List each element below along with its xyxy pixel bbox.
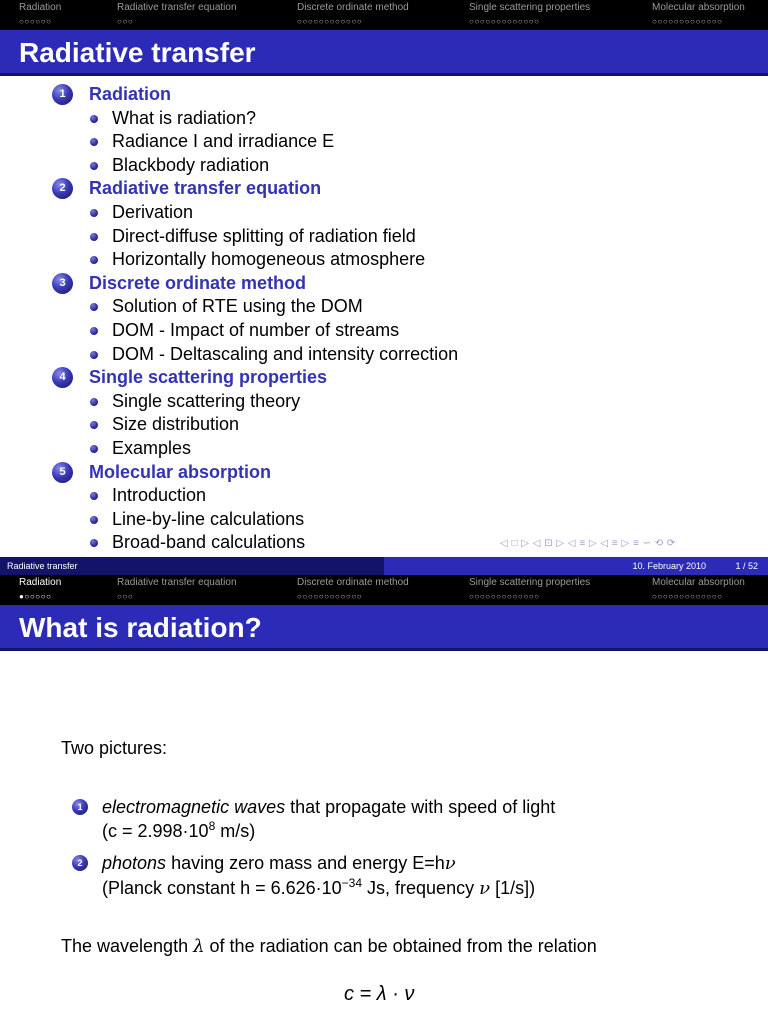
nav-section-dom[interactable] (297, 2, 409, 26)
nav-section-radiation[interactable] (19, 577, 61, 601)
nav-section-label[interactable]: Radiative transfer equation (117, 2, 237, 13)
frame-title: What is radiation? (19, 612, 262, 643)
toc-subsection-label[interactable]: Direct-diffuse splitting of radiation field (112, 225, 416, 246)
nav-frame-dots[interactable]: ●○○○○○ (19, 592, 52, 601)
section-nav-bar (0, 575, 768, 605)
toc-subsection-label[interactable]: Size distribution (112, 414, 240, 435)
item-text (102, 795, 555, 843)
bullet-icon (90, 115, 98, 123)
relation-text-part: The wavelength (61, 936, 189, 956)
toc-subsection-label[interactable]: What is radiation? (112, 107, 257, 128)
toc-subsection-label[interactable]: Solution of RTE using the DOM (112, 296, 363, 317)
nav-section-label[interactable]: Molecular absorption (652, 577, 745, 588)
toc-subsection-label[interactable]: Broad-band calculations (112, 532, 306, 553)
nav-frame-dots[interactable]: ○○○○○○○○○○○○ (297, 17, 363, 26)
bullet-icon (90, 303, 98, 311)
item-line: m/s) (220, 821, 256, 841)
exponent: −34 (341, 876, 363, 890)
toc-subsection-label[interactable]: Introduction (112, 485, 207, 506)
nav-section-label-current[interactable]: Radiation (19, 577, 62, 588)
nav-section-absorption[interactable] (652, 2, 745, 26)
frame-title: Radiative transfer (19, 37, 256, 68)
toc-subsection-label[interactable]: DOM - Deltascaling and intensity correction (112, 343, 459, 364)
nav-frame-dots[interactable]: ○○○ (117, 17, 134, 26)
nav-frame-dots[interactable]: ○○○○○○○○○○○○○ (469, 17, 540, 26)
footer-title: Radiative transfer (7, 561, 78, 571)
item-line: (c = 2.998·10 (102, 821, 209, 841)
nav-section-label[interactable]: Discrete ordinate method (297, 577, 409, 588)
bullet-icon (90, 256, 98, 264)
nav-section-radiation[interactable] (19, 2, 61, 26)
nav-section-rte[interactable] (117, 577, 237, 601)
nav-section-label[interactable]: Radiation (19, 2, 62, 13)
footer-title-box (0, 557, 384, 575)
item-number-badge: 1 (72, 799, 88, 815)
bullet-icon (90, 492, 98, 500)
math-symbol: ν (479, 878, 491, 899)
toc-section-title[interactable]: Radiative transfer equation (89, 178, 322, 199)
toc-subsection-label[interactable]: Derivation (112, 201, 194, 222)
formula: c = λ · ν (344, 983, 415, 1005)
relation-text (61, 935, 597, 958)
bullet-icon (90, 209, 98, 217)
item-number-badge: 2 (72, 855, 88, 871)
toc-subsection-label[interactable]: DOM - Impact of number of streams (112, 319, 400, 340)
bullet-icon (90, 233, 98, 241)
emphasis-term: photons (102, 853, 167, 873)
toc-section-title[interactable]: Single scattering properties (89, 367, 328, 388)
item-text (102, 851, 535, 901)
toc-section-title[interactable]: Molecular absorption (89, 461, 272, 482)
toc-subsection-label[interactable]: Horizontally homogeneous atmosphere (112, 249, 426, 270)
frame-title-bar (0, 605, 768, 651)
item-line: having zero mass and energy E=h (171, 853, 445, 873)
relation-text-part: of the radiation can be obtained from the relation (209, 936, 597, 956)
math-symbol: ν (444, 853, 456, 874)
footer-page-number: 1 / 52 (735, 561, 758, 571)
nav-section-label[interactable]: Discrete ordinate method (297, 2, 409, 13)
item-line: [1/s]) (495, 878, 536, 898)
toc-subsection-label[interactable]: Radiance I and irradiance E (112, 131, 335, 152)
nav-section-scattering[interactable] (469, 577, 590, 601)
nav-section-rte[interactable] (117, 2, 237, 26)
footer-date: 10. February 2010 (632, 561, 706, 571)
nav-section-label[interactable]: Single scattering properties (469, 577, 591, 588)
exponent: 8 (208, 819, 216, 833)
bullet-icon (90, 327, 98, 335)
section-number-badge: 1 (52, 84, 73, 105)
section-number-badge: 2 (52, 178, 73, 199)
item-line: Js, frequency (367, 878, 475, 898)
bullet-icon (90, 445, 98, 453)
nav-section-label[interactable]: Radiative transfer equation (117, 577, 237, 588)
nav-section-dom[interactable] (297, 577, 409, 601)
bullet-icon (90, 138, 98, 146)
emphasis-term: electromagnetic waves (102, 797, 286, 817)
bullet-icon (90, 421, 98, 429)
slide-what-is-radiation (0, 575, 768, 1024)
nav-frame-dots[interactable]: ○○○○○○○○○○○○○ (652, 592, 723, 601)
math-symbol: λ (193, 936, 205, 957)
section-number-badge: 4 (52, 367, 73, 388)
nav-section-label[interactable]: Single scattering properties (469, 2, 591, 13)
footline (0, 557, 768, 575)
toc-subsection-label[interactable]: Single scattering theory (112, 390, 301, 411)
bullet-icon (90, 162, 98, 170)
section-number-badge: 5 (52, 462, 73, 483)
nav-frame-dots[interactable]: ○○○○○○○○○○○○○ (652, 17, 723, 26)
nav-frame-dots[interactable]: ○○○ (117, 592, 134, 601)
footer-info-box (384, 557, 768, 575)
toc-subsection-label[interactable]: Examples (112, 437, 192, 458)
beamer-navigation-symbols[interactable]: ◁ □ ▷ ◁ ⊡ ▷ ◁ ≡ ▷ ◁ ≡ ▷ ≡ ∽ ⟲ ⟳ (500, 538, 676, 549)
bullet-icon (90, 539, 98, 547)
nav-section-label[interactable]: Molecular absorption (652, 2, 745, 13)
toc-section-title[interactable]: Radiation (89, 84, 172, 104)
frame-title-bar (0, 30, 768, 76)
section-number-badge: 3 (52, 273, 73, 294)
bullet-icon (90, 351, 98, 359)
item-line: (Planck constant h = 6.626·10 (102, 878, 342, 898)
intro-text: Two pictures: (61, 738, 168, 758)
nav-frame-dots[interactable]: ○○○○○○○○○○○○○ (469, 592, 540, 601)
nav-frame-dots[interactable]: ○○○○○○ (19, 17, 52, 26)
toc-subsection-label[interactable]: Line-by-line calculations (112, 508, 305, 529)
nav-section-scattering[interactable] (469, 2, 590, 26)
nav-section-absorption[interactable] (652, 577, 745, 601)
toc-subsection-label[interactable]: Blackbody radiation (112, 154, 270, 175)
bullet-icon (90, 516, 98, 524)
nav-frame-dots[interactable]: ○○○○○○○○○○○○ (297, 592, 363, 601)
toc-section-title[interactable]: Discrete ordinate method (89, 272, 307, 293)
item-line: that propagate with speed of light (290, 797, 556, 817)
bullet-icon (90, 398, 98, 406)
section-nav-bar (0, 0, 768, 30)
